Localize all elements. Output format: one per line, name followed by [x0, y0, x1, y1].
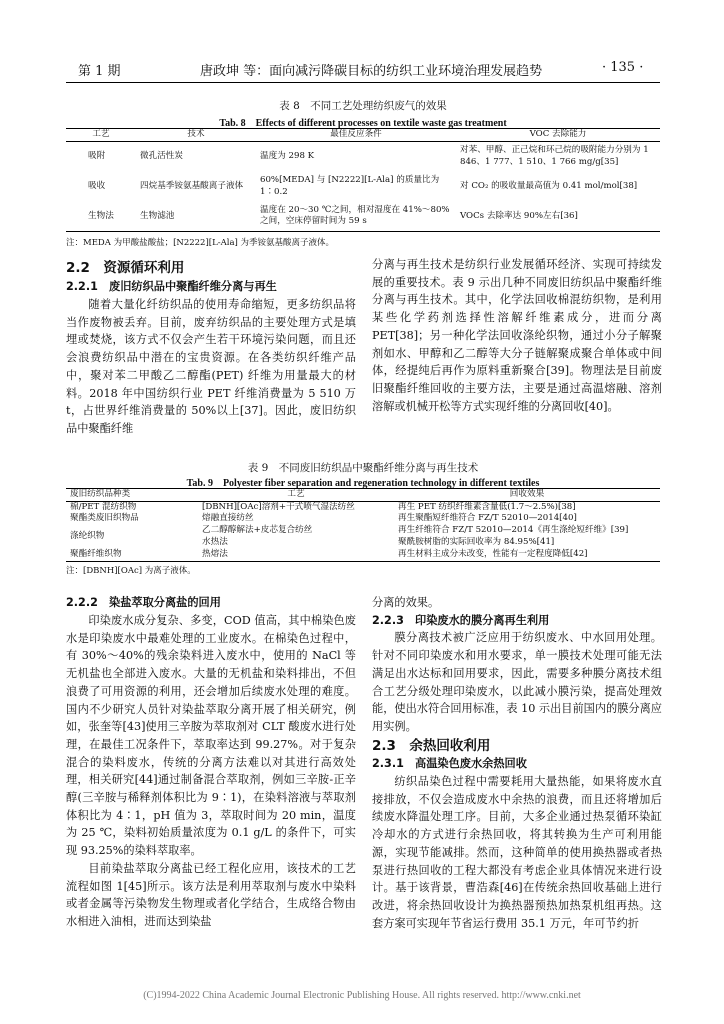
- header-rule: [66, 82, 660, 83]
- section-heading-2-2: 2.2 资源循环利用: [66, 260, 185, 276]
- table8-header-conditions: 最佳反应条件: [256, 129, 456, 142]
- page-number: · 135 ·: [602, 60, 644, 75]
- issue-number: 第 1 期: [78, 64, 121, 79]
- table8-note: 注：MEDA 为甲酸盐酸盐；[N2222][L-Ala] 为季铵氨基酸离子液体。: [66, 238, 335, 248]
- table9: [66, 488, 660, 562]
- table-row: 涤纶织物 乙二醇醇解法+皮芯复合纺丝 再生纤维符合 FZ/T 52010—2014《再生涤纶短纤维》[39]: [70, 525, 629, 542]
- paragraph-2-2-1-cont: 分离与再生技术是纺织行业发展循环经济、实现可持续发展的重要技术。表 9 示出几种不同废旧纺织品中聚酯纤维分离与再生技术。其中，化学法回收棉混纺织物，是利用某些化学药剂选择性溶解纤维素成分，进而分离 PET[38]；另一种化学法回收涤纶织物，通过小分子解聚剂如水、甲醇和乙二醇等大分子链解聚成聚合单体或中间体，经提纯后再作为原料重新聚合[39]。物理法是目前废旧聚酯纤维回收的主要方法，主要是通过高温熔融、溶剂溶解或机械开松等方式实现纤维的分离回收[40]。: [372, 258, 662, 413]
- section-heading-2-3: 2.3 余热回收利用: [372, 737, 491, 754]
- table-row: 生物法 生物滤池 温度在 20～30 ℃之间，相对湿度在 41%～80%之间，空床停留时间为 59 s VOCs 去除率达 90%左右[36]: [66, 202, 660, 232]
- running-title: 唐政坤 等：面向减污降碳目标的纺织工业环境治理发展趋势: [200, 64, 543, 79]
- subsection-heading-2-3-1: 2.3.1 高温染色废水余热回收: [372, 757, 527, 771]
- table8: [66, 128, 660, 232]
- right-column-lower: 分离的效果。 2.2.3 印染废水的膜分离再生利用 膜分离技术被广泛应用于纺织废水、中水回用处理。针对不同印染废水和用水要求，单一膜技术处理可能无法满足出水达标和回用要求，因此，需要多种膜分离技术组合工艺分级处理印染废水，以此减小膜污染，提高处理效能，使出水符合回用标准，表 10 示出目前国内的膜分离应用实例。 2.3 余热回收利用 2.3.1 高温染色废水余热回收 纺织品染色过程中需要耗用大量热能，如果将废水直接排放，不仅会造成废水中余热的浪费，而且还将增加后续废水降温处理工序。目前，大多企业通过热泵循环染缸冷却水的方式进行余热回收，将其转换为生产可利用能源，实现节能减排。然而，这种简单的使用换热器或者热泵进行热回收的工程大都没有考虑企业具体情况来进行设计。基于该背景，曹浩森[46]在传统余热回收基础上进行改进，将余热回收设计为换热器预热加热泵机组再热。这套方案可实现年节省运行费用 35.1 万元，年可节约折: [372, 596, 662, 930]
- table9-header-textile: 废旧纺织品种类: [66, 489, 198, 502]
- table-row: 吸附 微孔活性炭 温度为 298 K 对苯、甲醇、正己烷和环己烷的吸附能力分别为 1 846、1 777、1 510、1 766 mg/g[35]: [88, 145, 649, 167]
- table9-caption-en: Tab. 9 Polyester fiber separation and regeneration technology in different textiles: [186, 478, 540, 489]
- table8-caption-cn: 表 8 不同工艺处理纺织废气的效果: [279, 100, 447, 112]
- table9-caption-cn: 表 9 不同废旧纺织品中聚酯纤维分离与再生技术: [247, 462, 479, 474]
- table8-header-technology: 技术: [136, 129, 256, 142]
- subsection-heading-2-2-2: 2.2.2 染盐萃取分离盐的回用: [66, 596, 221, 609]
- table9-header-effect: 回收效果: [394, 489, 660, 502]
- table8-header-voc: VOC 去除能力: [456, 129, 660, 142]
- paragraph-2-2-1: 随着大量化纤纺织品的使用寿命缩短，更多纺织品将当作废物被丢弃。目前，废弃纺织品的主要处理方式是填埋或焚烧，该方式不仅会产生若干环境污染问题，而且还会浪费纺织品中潜在的宝贵资源。在各类纺织纤维产品中，聚对苯二甲酸乙二醇酯(PET) 纤维为用量最大的材料。2018 年中国纺织行业 PET 纤维消费量为 5 510 万 t，占世界纤维消费量的 50%以上[37]。因此，废旧纺织品中聚酯纤维: [66, 298, 356, 435]
- table-row: 聚酯类废旧织物品 熔融直接纺丝 再生聚酯短纤维符合 FZ/T 52010—2014[40]: [70, 513, 577, 524]
- table-row: 聚酯纤维织物 热熔法 再生材料主成分未改变，性能有一定程度降低[42]: [66, 549, 660, 561]
- subsection-heading-2-2-1: 2.2.1 废旧纺织品中聚酯纤维分离与再生: [66, 280, 277, 293]
- paragraph-2-2-2: 印染废水成分复杂、多变，COD 值高，其中棉染色废水是印染废水中最难处理的工业废水。在棉染色过程中，有 30%～40%的残余染料进入废水中，使用的 NaCl 等无机盐也全部进入废水。大量的无机盐和染料排出，不但浪费了可用资源的利用，还会增加后续废水处理的难度。国内不少研究人员针对染盐萃取分离开展了相关研究，例如，张奎等[43]使用三辛胺为萃取剂对 CLT 酸废水进行处理，在最佳工况条件下，萃取率达到 99.27%。对于复杂混合的染料废水，传统的分离方法难以对其进行高效处理，相关研究[44]通过制备混合萃取剂，例如三辛胺-正辛醇(三辛胺与稀释剂体积比为 9∶1)，在染料溶液与萃取剂体积比为 4∶1，pH 值为 3，萃取时间为 20 min，温度为 25 ℃，染料初始质量浓度为 0.1 g/L 的条件下，可实现 93.25%的染料萃取率。 目前染盐萃取分离盐已经工程化应用，该技术的工艺流程如图 1[45]所示。该方法是利用萃取剂与废水中染料或者金属等污染物发生物理或者化学结合，生成络合物由水相进入油相，进而达到染盐: [66, 614, 356, 928]
- table8-header-process: 工艺: [66, 129, 136, 142]
- table8-caption-en: Tab. 8 Effects of different processes on textile waste gas treatment: [219, 118, 507, 129]
- table9-note: 注：[DBNH][OAc] 为离子液体。: [66, 566, 196, 576]
- table-row: 水热法 聚酰胺树脂的实际回收率为 84.95%[41]: [202, 537, 555, 548]
- table9-header-process: 工艺: [198, 489, 394, 502]
- table-row: 吸收 四烷基季铵氨基酸离子液体 60%[MEDA] 与 [N2222][L-Ala] 的质量比为 1∶0.2 对 CO₂ 的吸收量最高值为 0.41 mol/mol[38]: [88, 175, 638, 197]
- copyright-footer: (C)1994-2022 China Academic Journal Electronic Publishing House. All rights reserved. http://www.cnki.net: [143, 990, 581, 1001]
- table-row: 棉/PET 混纺织物 [DBNH][OAc]溶剂+干式喷气湿法纺丝 再生 PET 纺织纤维素含量低(1.7～2.5%)[38]: [70, 501, 576, 512]
- subsection-heading-2-2-3: 2.2.3 印染废水的膜分离再生利用: [372, 613, 550, 627]
